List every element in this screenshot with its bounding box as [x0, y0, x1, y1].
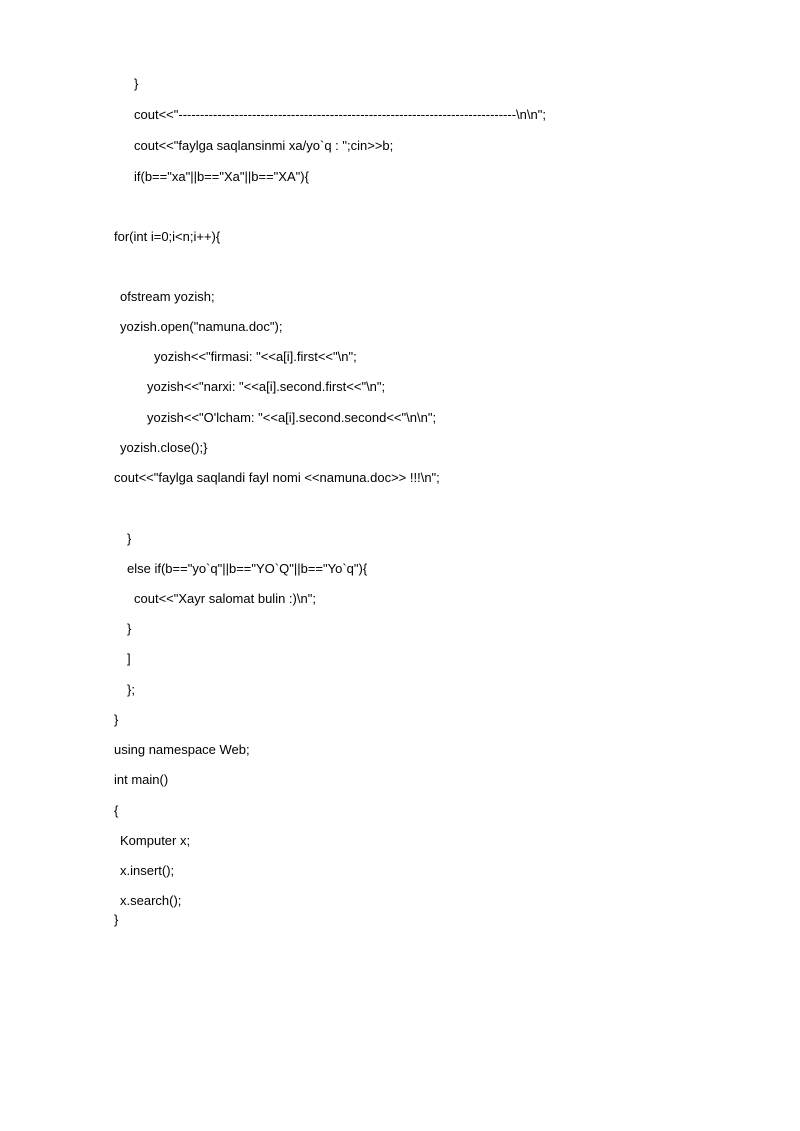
code-line-10: yozish<<"O'lcham: "<<a[i].second.second<<"\n\n"; — [147, 410, 437, 425]
code-line-3: cout<<"faylga saqlansinmi xa/yo`q : ";cin>>b; — [134, 138, 394, 153]
code-line-17: ] — [127, 651, 131, 666]
code-line-19: } — [114, 712, 119, 727]
code-line-14: else if(b=="yo`q"||b=="YO`Q"||b=="Yo`q"){ — [127, 561, 368, 576]
code-line-13: } — [127, 531, 132, 546]
code-line-5: for(int i=0;i<n;i++){ — [114, 229, 221, 244]
code-line-21: int main() — [114, 772, 169, 787]
code-line-9: yozish<<"narxi: "<<a[i].second.first<<"\n"; — [147, 379, 386, 394]
code-line-24: x.insert(); — [120, 863, 175, 878]
code-line-22: { — [114, 803, 119, 818]
code-line-7: yozish.open("namuna.doc"); — [120, 319, 283, 334]
code-line-1: } — [134, 76, 139, 91]
code-line-20: using namespace Web; — [114, 742, 250, 757]
code-line-18: }; — [127, 682, 135, 697]
code-line-15: cout<<"Xayr salomat bulin :)\n"; — [134, 591, 316, 606]
code-line-8: yozish<<"firmasi: "<<a[i].first<<"\n"; — [154, 349, 357, 364]
code-line-6: ofstream yozish; — [120, 289, 215, 304]
code-line-4: if(b=="xa"||b=="Xa"||b=="XA"){ — [134, 169, 309, 184]
code-line-26: } — [114, 912, 119, 927]
code-line-25: x.search(); — [120, 893, 182, 908]
code-line-16: } — [127, 621, 132, 636]
code-line-12: cout<<"faylga saqlandi fayl nomi <<namuna.doc>> !!!\n"; — [114, 470, 440, 485]
code-line-11: yozish.close();} — [120, 440, 208, 455]
code-line-2: cout<<"------------------------------------------------------------------------------\n\n"; — [134, 107, 546, 122]
code-line-23: Komputer x; — [120, 833, 191, 848]
